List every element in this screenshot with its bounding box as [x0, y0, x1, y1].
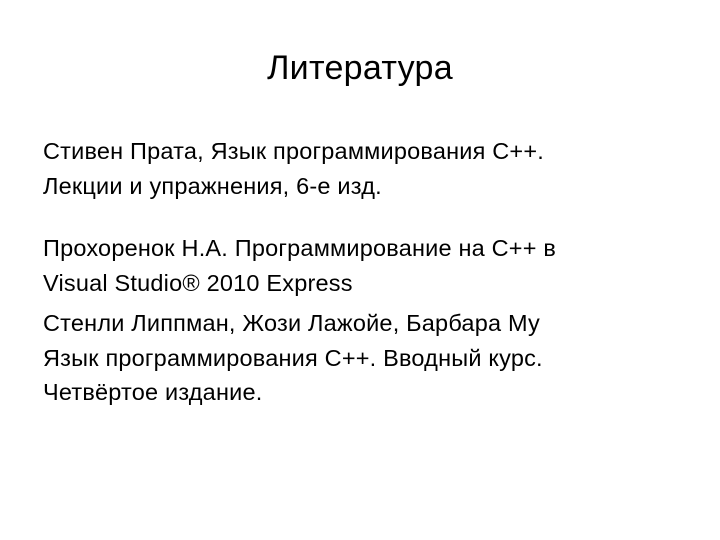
- reference-line: Visual Studio® 2010 Express: [43, 269, 353, 296]
- slide-title: Литература: [267, 49, 453, 87]
- reference-item-lippman: [43, 306, 693, 410]
- reference-line: Стенли Липпман, Жози Лажойе, Барбара Му: [43, 310, 540, 336]
- reference-line: Четвёртое издание.: [43, 379, 263, 405]
- reference-item-prokhorenok: [43, 231, 693, 300]
- reference-line: Прохоренок Н.А. Программирование на C++ в: [43, 235, 557, 261]
- reference-line: Лекции и упражнения, 6-е изд.: [43, 172, 382, 199]
- reference-line: Стивен Прата, Язык программирования С++.: [43, 138, 544, 164]
- reference-list: [43, 134, 693, 410]
- reference-line: Язык программирования С++. Вводный курс.: [43, 344, 543, 371]
- reference-item-prata: [43, 134, 693, 203]
